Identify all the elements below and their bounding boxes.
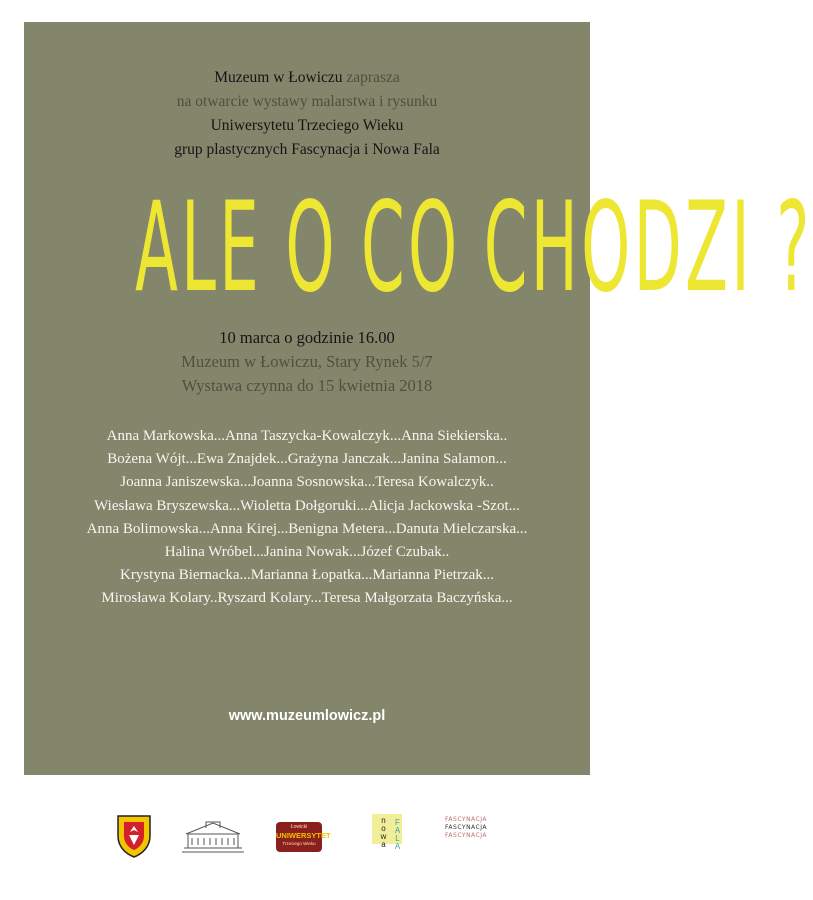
utw-logo <box>276 822 331 852</box>
intro-line-2: na otwarcie wystawy malarstwa i rysunku <box>176 93 438 110</box>
sponsor-logos <box>0 808 614 868</box>
artists-line: Anna Bolimowska...Anna Kirej...Benigna Metera...Danuta Mielczarska... <box>86 520 528 537</box>
intro-line-1 <box>24 66 590 90</box>
fala-label: FALA <box>393 818 402 850</box>
fascynacja-label: FASCYNACJA <box>445 816 488 823</box>
intro-line-3: Uniwersytetu Trzeciego Wieku <box>210 117 404 134</box>
utw-logo-bottom: Trzeciego Wieku <box>282 841 316 846</box>
invites-word: zaprasza <box>342 69 400 86</box>
coat-of-arms-logo <box>116 814 152 858</box>
event-duration: Wystawa czynna do 15 kwietnia 2018 <box>181 376 433 395</box>
website-link[interactable]: www.muzeumlowicz.pl <box>228 708 386 724</box>
nowa-label: nowa <box>379 816 388 848</box>
museum-building-logo <box>180 818 246 856</box>
artists-line: Krystyna Biernacka...Marianna Łopatka...Marianna Pietrzak... <box>119 567 495 584</box>
fascynacja-label: FASCYNACJA <box>445 824 488 831</box>
utw-logo-main: UNIWERSYTET <box>276 831 331 840</box>
artists-line: Halina Wróbel...Janina Nowak...Józef Czubak.. <box>164 544 450 561</box>
artists-line: Wiesława Bryszewska...Wioletta Dołgoruki...Alicja Jackowska -Szot... <box>94 497 520 514</box>
utw-logo-top: Łowicki <box>290 824 308 830</box>
event-date: 10 marca o godzinie 16.00 <box>219 328 395 347</box>
artists-line: Bożena Wójt...Ewa Znajdek...Grażyna Janczak...Janina Salamon... <box>107 451 507 468</box>
poster-title: ALE O CO CHODZI ? <box>135 176 813 320</box>
fascynacja-logo <box>445 816 495 860</box>
fascynacja-label: FASCYNACJA <box>445 832 488 839</box>
nowa-fala-logo <box>372 814 412 858</box>
artists-line: Anna Markowska...Anna Taszycka-Kowalczyk...Anna Siekierska.. <box>106 428 508 444</box>
intro-line-4: grup plastycznych Fascynacja i Nowa Fala <box>174 141 440 158</box>
museum-name: Muzeum w Łowiczu <box>214 69 343 86</box>
artists-line: Mirosława Kolary..Ryszard Kolary...Teresa Małgorzata Baczyńska... <box>101 590 513 607</box>
event-place: Muzeum w Łowiczu, Stary Rynek 5/7 <box>181 352 433 371</box>
intro-block <box>24 66 590 162</box>
artists-line: Joanna Janiszewska...Joanna Sosnowska...Teresa Kowalczyk.. <box>120 474 494 491</box>
event-block <box>24 326 590 398</box>
artists-list <box>24 425 590 611</box>
